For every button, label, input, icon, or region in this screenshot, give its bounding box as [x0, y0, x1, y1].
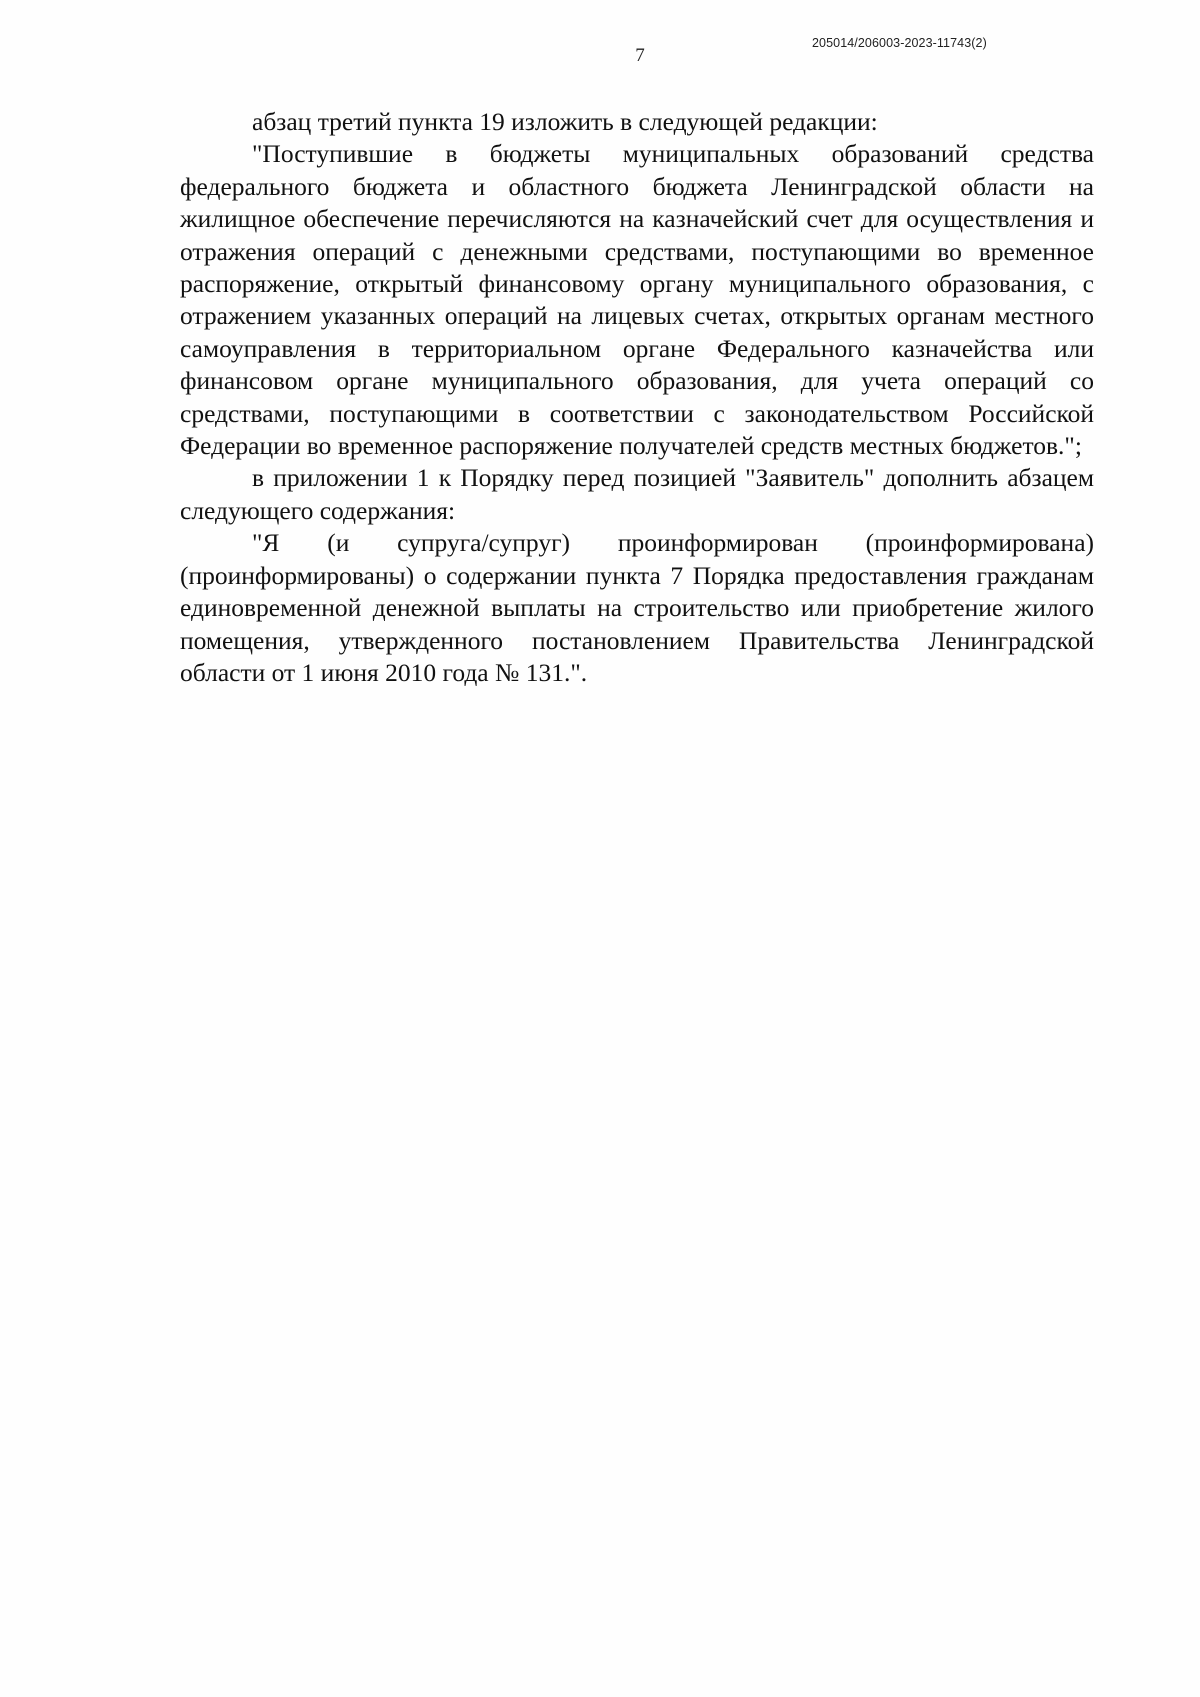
paragraph-appendix-intro: в приложении 1 к Порядку перед позицией "Заявитель" дополнить абзацем следующего содержания:: [180, 463, 1094, 525]
paragraph-amendment-intro: абзац третий пункта 19 изложить в следующей редакции:: [252, 107, 878, 136]
paragraph-amendment-text: "Поступившие в бюджеты муниципальных образований средства федерального бюджета и областного бюджета Ленинградской области на жилищное обеспечение перечисляются на казначейский счет для осуществления и отражения операций с денежными средствами, поступающими во временное распоряжение, открытый финансовому органу муниципального образования, с отражением указанных операций на лицевых счетах, открытых органам местного самоуправления в территориальном органе Федерального казначейства или финансовом органе муниципального образования, для учета операций со средствами, поступающими в соответствии с законодательством Российской Федерации во временное распоряжение получателей средств местных бюджетов.";: [180, 139, 1094, 461]
document-number: 205014/206003-2023-11743(2): [812, 36, 987, 50]
page-number: 7: [635, 45, 645, 66]
paragraph-appendix-text: "Я (и супруга/супруг) проинформирован (проинформирована) (проинформированы) о содержании пункта 7 Порядка предоставления гражданам единовременной денежной выплаты на строительство или приобретение жилого помещения, утвержденного постановлением Правительства Ленинградской области от 1 июня 2010 года № 131.".: [180, 528, 1094, 687]
document-body: [180, 106, 1094, 689]
